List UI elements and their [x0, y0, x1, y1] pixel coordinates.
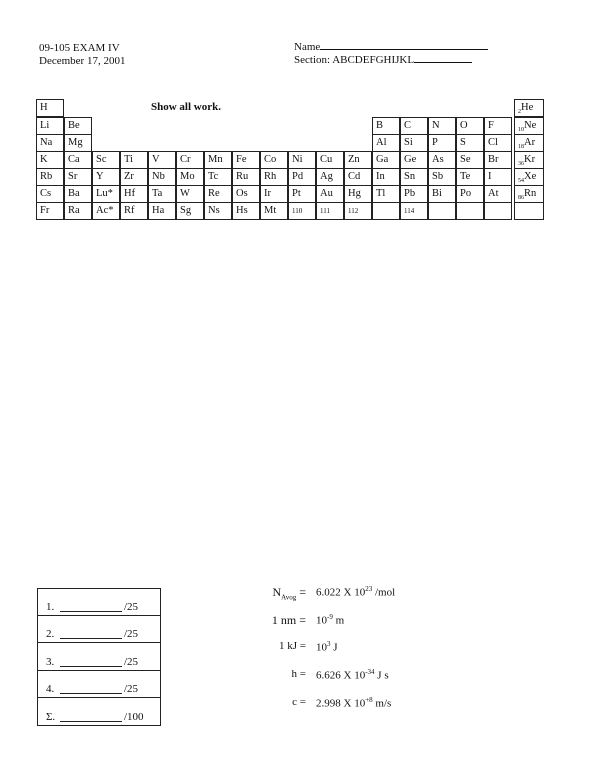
element-cell-ca — [64, 151, 92, 169]
element-cell-empty — [372, 202, 400, 220]
element-symbol: Rf — [124, 205, 135, 216]
element-symbol: Ga — [376, 154, 389, 165]
element-symbol: Ag — [320, 171, 333, 182]
score-row-label: 3. — [46, 655, 55, 668]
element-symbol: Ra — [68, 205, 80, 216]
element-symbol: Ac* — [96, 205, 114, 216]
element-cell-fe — [232, 151, 260, 169]
element-symbol: Kr — [524, 154, 536, 165]
element-cell-xe — [514, 168, 544, 186]
element-cell-he — [514, 99, 544, 117]
element-cell-al — [372, 134, 400, 152]
name-label: Name — [294, 41, 321, 53]
score-row — [38, 699, 160, 726]
element-cell-p — [428, 134, 456, 152]
element-cell-si — [400, 134, 428, 152]
element-cell-at — [484, 185, 512, 203]
element-symbol: Mn — [208, 154, 223, 165]
element-cell-co — [260, 151, 288, 169]
element-cell-li — [36, 117, 64, 135]
element-symbol: Li — [40, 120, 50, 131]
element-cell-112 — [344, 202, 372, 220]
atomic-number: 10 — [518, 127, 524, 134]
element-symbol: Ni — [292, 154, 303, 165]
element-symbol: Fe — [236, 154, 247, 165]
element-cell-nb — [148, 168, 176, 186]
element-cell-w — [176, 185, 204, 203]
element-cell-cu — [316, 151, 344, 169]
element-cell-pb — [400, 185, 428, 203]
score-row — [38, 671, 160, 698]
element-cell-bi — [428, 185, 456, 203]
element-cell-ir — [260, 185, 288, 203]
element-symbol: Rb — [40, 171, 53, 182]
element-symbol: S — [460, 137, 466, 148]
element-symbol: Ti — [124, 154, 133, 165]
element-cell-rh — [260, 168, 288, 186]
element-cell-ns — [204, 202, 232, 220]
element-cell-ha — [148, 202, 176, 220]
element-cell-mo — [176, 168, 204, 186]
element-cell-in — [372, 168, 400, 186]
element-symbol: Hf — [124, 188, 136, 199]
element-cell-ag — [316, 168, 344, 186]
constant-lhs-h: h = — [291, 668, 306, 680]
element-cell-rb — [36, 168, 64, 186]
score-row — [38, 616, 160, 643]
score-max: /25 — [124, 628, 139, 641]
element-symbol: Rh — [264, 171, 277, 182]
element-symbol: Sb — [432, 171, 444, 182]
element-symbol: B — [376, 120, 384, 131]
element-symbol: Sn — [404, 171, 416, 182]
element-cell-v — [148, 151, 176, 169]
element-symbol: Tl — [376, 188, 386, 199]
element-cell-empty — [484, 202, 512, 220]
exam-date: December 17, 2001 — [39, 55, 126, 67]
element-cell-114 — [400, 202, 428, 220]
element-cell-se — [456, 151, 484, 169]
element-cell-rn — [514, 185, 544, 203]
element-symbol: H — [40, 102, 48, 113]
element-cell-k — [36, 151, 64, 169]
score-max: /25 — [124, 601, 139, 613]
element-symbol: Cl — [488, 137, 498, 148]
element-cell-cs — [36, 185, 64, 203]
element-symbol: Mt — [264, 205, 277, 216]
element-symbol: Be — [68, 120, 80, 131]
score-max: /25 — [124, 683, 139, 696]
element-symbol: N — [432, 120, 440, 131]
score-row-label: 4. — [46, 683, 55, 696]
element-cell-as — [428, 151, 456, 169]
element-symbol: In — [376, 171, 385, 182]
section-label: Section: ABCDEFGHIJKL — [294, 54, 415, 66]
element-symbol: Sg — [180, 205, 192, 216]
element-symbol: Sc — [96, 154, 107, 165]
element-symbol: Po — [460, 188, 472, 199]
element-symbol: Cr — [180, 154, 191, 165]
score-blank[interactable] — [60, 638, 122, 639]
element-symbol: F — [488, 120, 494, 131]
element-cell-po — [456, 185, 484, 203]
element-symbol: Zn — [348, 154, 360, 165]
element-symbol: Se — [460, 154, 471, 165]
element-symbol: Rn — [524, 188, 537, 199]
element-cell-f — [484, 117, 512, 135]
constant-lhs-c: c = — [292, 696, 306, 708]
element-cell-ni — [288, 151, 316, 169]
element-symbol: Pd — [292, 171, 304, 182]
element-cell-br — [484, 151, 512, 169]
element-cell-y — [92, 168, 120, 186]
constant-value-c: 2.998 X $10^{+8}$ m/s — [316, 696, 392, 710]
score-table — [37, 588, 161, 726]
element-symbol: Mg — [68, 137, 83, 148]
element-symbol: Tc — [208, 171, 219, 182]
element-symbol: Ba — [68, 188, 80, 199]
score-row — [38, 644, 160, 671]
element-symbol: Re — [208, 188, 220, 199]
element-symbol: K — [40, 154, 48, 165]
element-symbol: 111 — [320, 207, 330, 215]
element-cell-110 — [288, 202, 316, 220]
score-row — [38, 589, 160, 616]
element-symbol: Ir — [264, 188, 271, 199]
element-cell-os — [232, 185, 260, 203]
element-symbol: Ar — [524, 137, 536, 148]
element-symbol: Fr — [40, 205, 50, 216]
element-cell-mg — [64, 134, 92, 152]
element-symbol: Hg — [348, 188, 361, 199]
atomic-number: 54 — [518, 178, 524, 185]
element-cell-tl — [372, 185, 400, 203]
element-cell-ra — [64, 202, 92, 220]
element-cell-h — [36, 99, 64, 117]
element-symbol: Bi — [432, 188, 442, 199]
element-symbol: Sr — [68, 171, 78, 182]
element-symbol: Pb — [404, 188, 416, 199]
atomic-number: 86 — [518, 195, 524, 202]
element-symbol: Na — [40, 137, 53, 148]
element-symbol: P — [432, 137, 438, 148]
element-cell-mt — [260, 202, 288, 220]
element-cell-i — [484, 168, 512, 186]
element-cell-tc — [204, 168, 232, 186]
element-cell-lu — [92, 185, 120, 203]
element-symbol: Zr — [124, 171, 134, 182]
element-cell-hg — [344, 185, 372, 203]
element-cell-ne — [514, 117, 544, 135]
element-symbol: Si — [404, 137, 413, 148]
element-cell-empty — [428, 202, 456, 220]
element-cell-na — [36, 134, 64, 152]
element-cell-cr — [176, 151, 204, 169]
atomic-number: 18 — [518, 144, 524, 151]
element-symbol: 110 — [292, 207, 303, 215]
element-cell-o — [456, 117, 484, 135]
element-cell-ba — [64, 185, 92, 203]
score-blank[interactable] — [60, 693, 122, 694]
element-symbol: C — [404, 120, 412, 131]
element-cell-hf — [120, 185, 148, 203]
element-symbol: Ta — [152, 188, 163, 199]
element-symbol: Ca — [68, 154, 80, 165]
element-symbol: Pt — [292, 188, 301, 199]
element-cell-pt — [288, 185, 316, 203]
constant-value-h: 6.626 X $10^{-34}$ J s — [316, 668, 389, 682]
atomic-number: 36 — [518, 161, 524, 168]
constant-lhs-avog: $N_{Avog}$ = — [272, 585, 306, 602]
element-cell-sn — [400, 168, 428, 186]
score-blank[interactable] — [60, 666, 122, 667]
element-cell-empty — [456, 202, 484, 220]
element-symbol: Cs — [40, 188, 52, 199]
score-max: /100 — [124, 710, 144, 723]
element-cell-sr — [64, 168, 92, 186]
score-max: /25 — [124, 655, 139, 668]
element-cell-rf — [120, 202, 148, 220]
element-symbol: W — [180, 188, 190, 199]
score-row-label: 2. — [46, 628, 55, 641]
element-symbol: Lu* — [96, 188, 113, 199]
element-cell-zn — [344, 151, 372, 169]
constant-value-nm: $10^{-9}$ m — [316, 613, 345, 627]
element-cell-sb — [428, 168, 456, 186]
element-symbol: 114 — [404, 207, 415, 215]
element-cell-au — [316, 185, 344, 203]
element-symbol: Ns — [208, 205, 220, 216]
element-cell-ru — [232, 168, 260, 186]
element-cell-s — [456, 134, 484, 152]
element-symbol: Nb — [152, 171, 165, 182]
score-blank[interactable] — [60, 721, 122, 722]
element-cell-ga — [372, 151, 400, 169]
constant-value-avog: 6.022 X $10^{23}$ /mol — [316, 585, 396, 599]
element-symbol: Ne — [524, 120, 537, 131]
element-cell-te — [456, 168, 484, 186]
course-title: 09-105 EXAM IV — [39, 42, 120, 54]
periodic-table — [0, 0, 594, 230]
element-symbol: V — [152, 154, 160, 165]
element-symbol: Te — [460, 171, 471, 182]
score-blank[interactable] — [60, 611, 122, 612]
element-cell-n — [428, 117, 456, 135]
element-symbol: Xe — [524, 171, 537, 182]
element-symbol: Br — [488, 154, 499, 165]
element-symbol: At — [488, 188, 499, 199]
element-symbol: Co — [264, 154, 277, 165]
element-symbol: I — [488, 171, 492, 182]
score-row-label: 1. — [46, 601, 55, 613]
element-cell-sg — [176, 202, 204, 220]
element-cell-cd — [344, 168, 372, 186]
element-cell-c — [400, 117, 428, 135]
element-symbol: Au — [320, 188, 333, 199]
element-cell-mn — [204, 151, 232, 169]
element-symbol: O — [460, 120, 468, 131]
element-cell-cl — [484, 134, 512, 152]
element-cell-sc — [92, 151, 120, 169]
constant-lhs-nm: 1 nm = — [271, 613, 306, 627]
element-cell-b — [372, 117, 400, 135]
element-symbol: 112 — [348, 207, 359, 215]
element-symbol: Mo — [180, 171, 195, 182]
score-row-label: Σ. — [46, 710, 56, 723]
constant-lhs-kj: 1 kJ = — [279, 640, 306, 652]
element-symbol: Ru — [236, 171, 249, 182]
element-symbol: Hs — [236, 205, 248, 216]
element-cell-be — [64, 117, 92, 135]
element-symbol: As — [432, 154, 444, 165]
element-cell-ac — [92, 202, 120, 220]
atomic-number: 2 — [518, 109, 521, 116]
element-cell-fr — [36, 202, 64, 220]
element-cell-ta — [148, 185, 176, 203]
element-cell-ti — [120, 151, 148, 169]
element-symbol: He — [521, 102, 534, 113]
element-cell-ge — [400, 151, 428, 169]
element-cell-kr — [514, 151, 544, 169]
element-symbol: Ha — [152, 205, 165, 216]
element-symbol: Cd — [348, 171, 361, 182]
element-symbol: Y — [96, 171, 104, 182]
element-cell-re — [204, 185, 232, 203]
instruction-text: Show all work. — [151, 101, 221, 113]
element-cell-empty — [514, 202, 544, 220]
element-cell-pd — [288, 168, 316, 186]
element-symbol: Cu — [320, 154, 333, 165]
element-cell-hs — [232, 202, 260, 220]
element-cell-ar — [514, 134, 544, 152]
element-cell-111 — [316, 202, 344, 220]
element-symbol: Ge — [404, 154, 417, 165]
constant-value-kj: $10^3$ J — [316, 640, 338, 654]
element-cell-zr — [120, 168, 148, 186]
element-symbol: Al — [376, 137, 387, 148]
element-symbol: Os — [236, 188, 248, 199]
